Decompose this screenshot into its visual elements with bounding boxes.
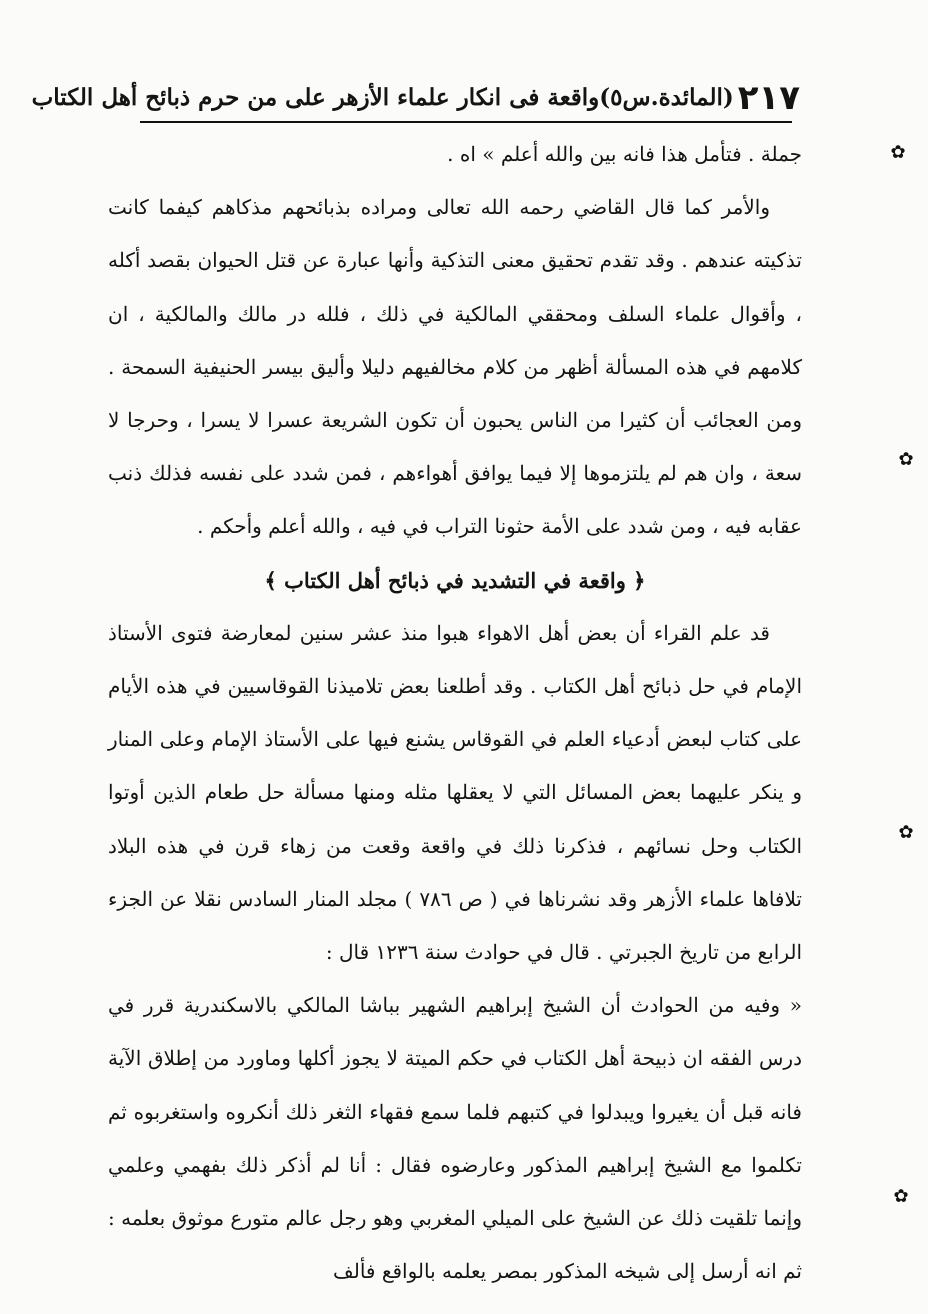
header-rule — [140, 121, 792, 123]
margin-ornament-icon: ✿ — [898, 449, 914, 470]
section-heading: ﴿ واقعة في التشديد في ذبائح أهل الكتاب ﴾ — [264, 567, 646, 593]
margin-ornament-icon: ✿ — [890, 142, 906, 163]
paragraph-background: قد علم القراء أن بعض أهل الاهواء هبوا منذ عشر سنين لمعارضة فتوى الأستاذ الإمام في حل ذبائح أهل الكتاب . وقد أطلعنا بعض تلاميذنا القوقاسيين في هذه الأيام على كتاب لبعض أدعياء العلم في القوقاس يشنع فيها على الأستاذ الإمام وعلى المنار و ينكر عليهما بعض المسائل التي لا يعقلها مثله ومنها مسألة حل طعام الذين أوتوا الكتاب وحل نسائهم ، فذكرنا ذلك في واقعة وقعت من زهاء قرن في هذه البلاد تلافاها علماء الأزهر وقد نشرناها في ( ص ٧٨٦ ) مجلد المنار السادس نقلا عن الجزء الرابع من تاريخ الجبرتي . قال في حوادث سنة ١٢٣٦ قال : — [108, 620, 802, 965]
paragraph-commentary: والأمر كما قال القاضي رحمه الله تعالى ومراده بذبائحهم مذكاهم كيفما كانت تذكيته عندهم . وقد تقدم تحقيق معنى التذكية وأنها عبارة عن قتل الحيوان بقصد أكله ، وأقوال علماء السلف ومحققي المالكية في ذلك ، فلله در مالك والمالكية ، ان كلامهم في هذه المسألة أظهر من كلام مخالفيهم دليلا وأليق بيسر الحنيفية السمحة . ومن العجائب أن كثيرا من الناس يحبون أن تكون الشريعة عسرا لا يسرا ، وحرجا لا سعة ، وان هم لم يلتزموها إلا فيما يوافق أهواءهم ، فمن شدد على نفسه فذلك ذنب عقابه فيه ، ومن شدد على الأمة حثونا التراب في فيه ، والله أعلم وأحكم . — [108, 195, 802, 539]
running-title: (المائدة.س٥)واقعة فى انكار علماء الأزهر على من حرم ذبائح أهل الكتاب — [31, 84, 734, 111]
paragraph-quotation: « وفيه من الحوادث أن الشيخ إبراهيم الشهير بباشا المالكي بالاسكندرية قرر في درس الفقه ان ذبيحة أهل الكتاب في حكم الميتة لا يجوز أكلها وماورد من إطلاق الآية فانه قبل أن يغيروا ويبدلوا في كتبهم فلما سمع فقهاء الثغر ذلك أنكروه واستغربوه ثم تكلموا مع الشيخ إبراهيم المذكور وعارضوه فقال : أنا لم أذكر ذلك بفهمي وعلمي وإنما تلقيت ذلك عن الشيخ على الميلي المغربي وهو رجل عالم متورع موثوق بعلمه : ثم انه أرسل إلى شيخه المذكور بمصر يعلمه بالواقع فألف — [108, 993, 802, 1284]
margin-ornament-icon: ✿ — [898, 822, 914, 843]
paragraph-continuation: جملة . فتأمل هذا فانه بين والله أعلم » اه . — [447, 142, 802, 166]
page-number: ٢١٧ — [737, 78, 800, 118]
page-body — [108, 128, 802, 1298]
margin-ornament-icon: ✿ — [893, 1186, 909, 1207]
page-header — [31, 70, 800, 118]
